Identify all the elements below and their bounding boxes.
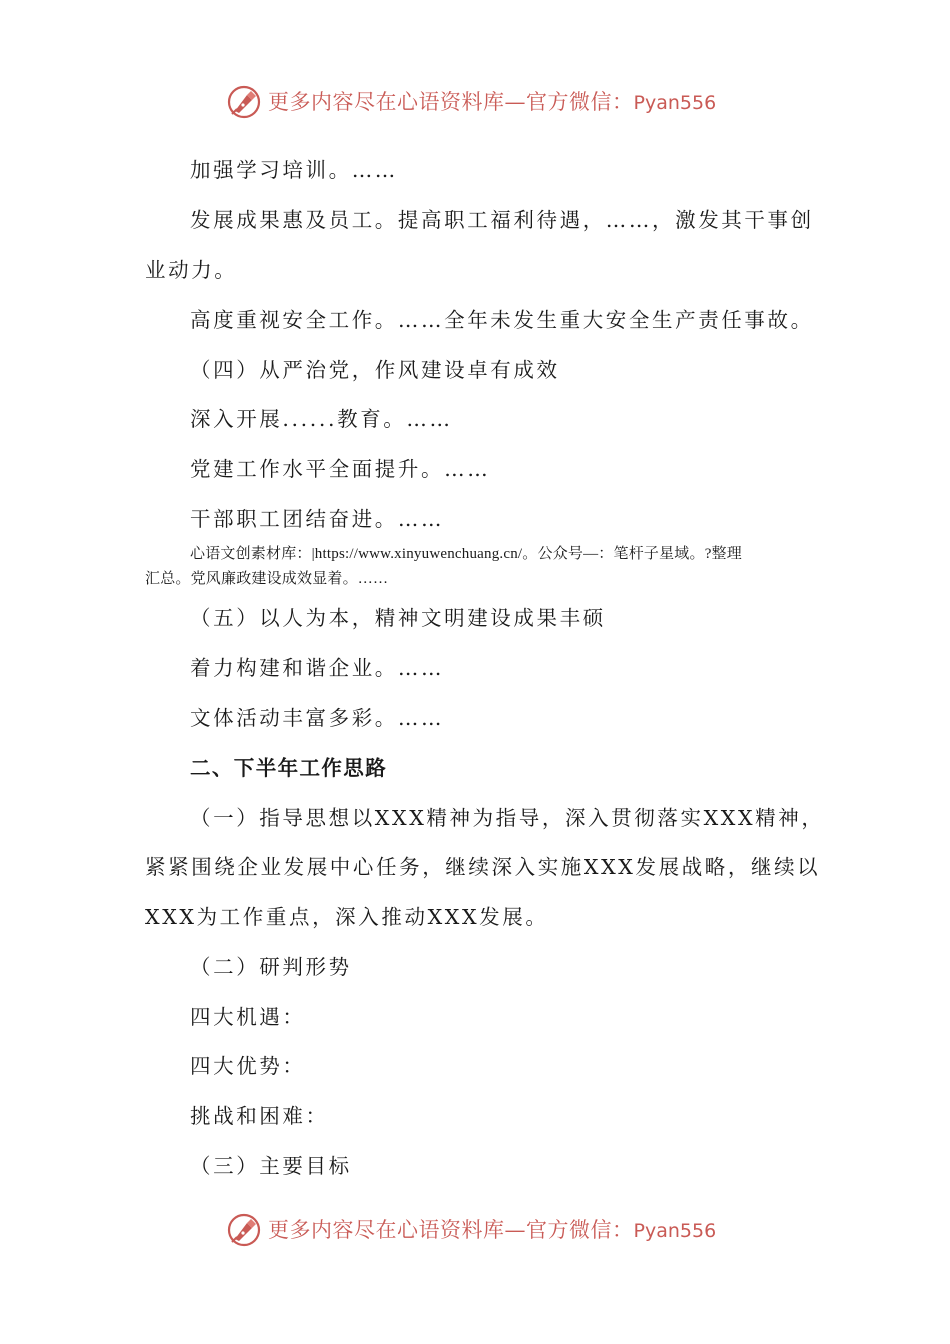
paragraph-line: 党建工作水平全面提升。……: [190, 457, 491, 481]
paragraph-line: 深入开展......教育。……: [190, 407, 453, 431]
paragraph-line: 紧紧围绕企业发展中心任务，继续深入实施XXX发展战略，继续以: [145, 855, 821, 879]
footer-watermark-banner: [0, 1208, 950, 1252]
section-subheading: （五）以人为本，精神文明建设成果丰硕: [190, 606, 606, 630]
pen-nib-circle-icon: [226, 1212, 262, 1248]
paragraph-line: 挑战和困难：: [190, 1104, 329, 1128]
banner-text: [268, 1217, 716, 1244]
banner-wechat-id: Pyan556: [633, 1220, 717, 1242]
paragraph-line: 汇总。党风廉政建设成效显着。……: [145, 571, 389, 587]
paragraph-line: （一）指导思想以XXX精神为指导，深入贯彻落实XXX精神，: [190, 806, 825, 830]
paragraph-line: 加强学习培训。……: [190, 158, 398, 182]
paragraph-line: 高度重视安全工作。……全年未发生重大安全生产责任事故。: [190, 308, 814, 332]
banner-label: 更多内容尽在心语资料库—官方微信：: [268, 1218, 634, 1242]
paragraph-line: 干部职工团结奋进。……: [190, 507, 445, 531]
paragraph-line: 四大机遇：: [190, 1005, 306, 1029]
paragraph-line: XXX为工作重点，深入推动XXX发展。: [145, 905, 549, 929]
banner-wechat-id: Pyan556: [633, 92, 717, 114]
paragraph-line: 业动力。: [145, 258, 238, 282]
paragraph-line: 文体活动丰富多彩。……: [190, 706, 445, 730]
paragraph-line: 着力构建和谐企业。……: [190, 656, 445, 680]
section-subheading: （四）从严治党，作风建设卓有成效: [190, 358, 560, 382]
paragraph-line: 发展成果惠及员工。提高职工福利待遇，……，激发其干事创: [190, 208, 814, 232]
banner-label: 更多内容尽在心语资料库—官方微信：: [268, 90, 634, 114]
section-subheading: （二）研判形势: [190, 955, 352, 979]
paragraph-line: 四大优势：: [190, 1054, 306, 1078]
section-heading: 二、下半年工作思路: [190, 756, 388, 780]
watermark-source-note: 心语文创素材库：|https://www.xinyuwenchuang.cn/。公众号—：笔杆子星域。?整理: [190, 546, 742, 562]
section-subheading: （三）主要目标: [190, 1154, 352, 1178]
